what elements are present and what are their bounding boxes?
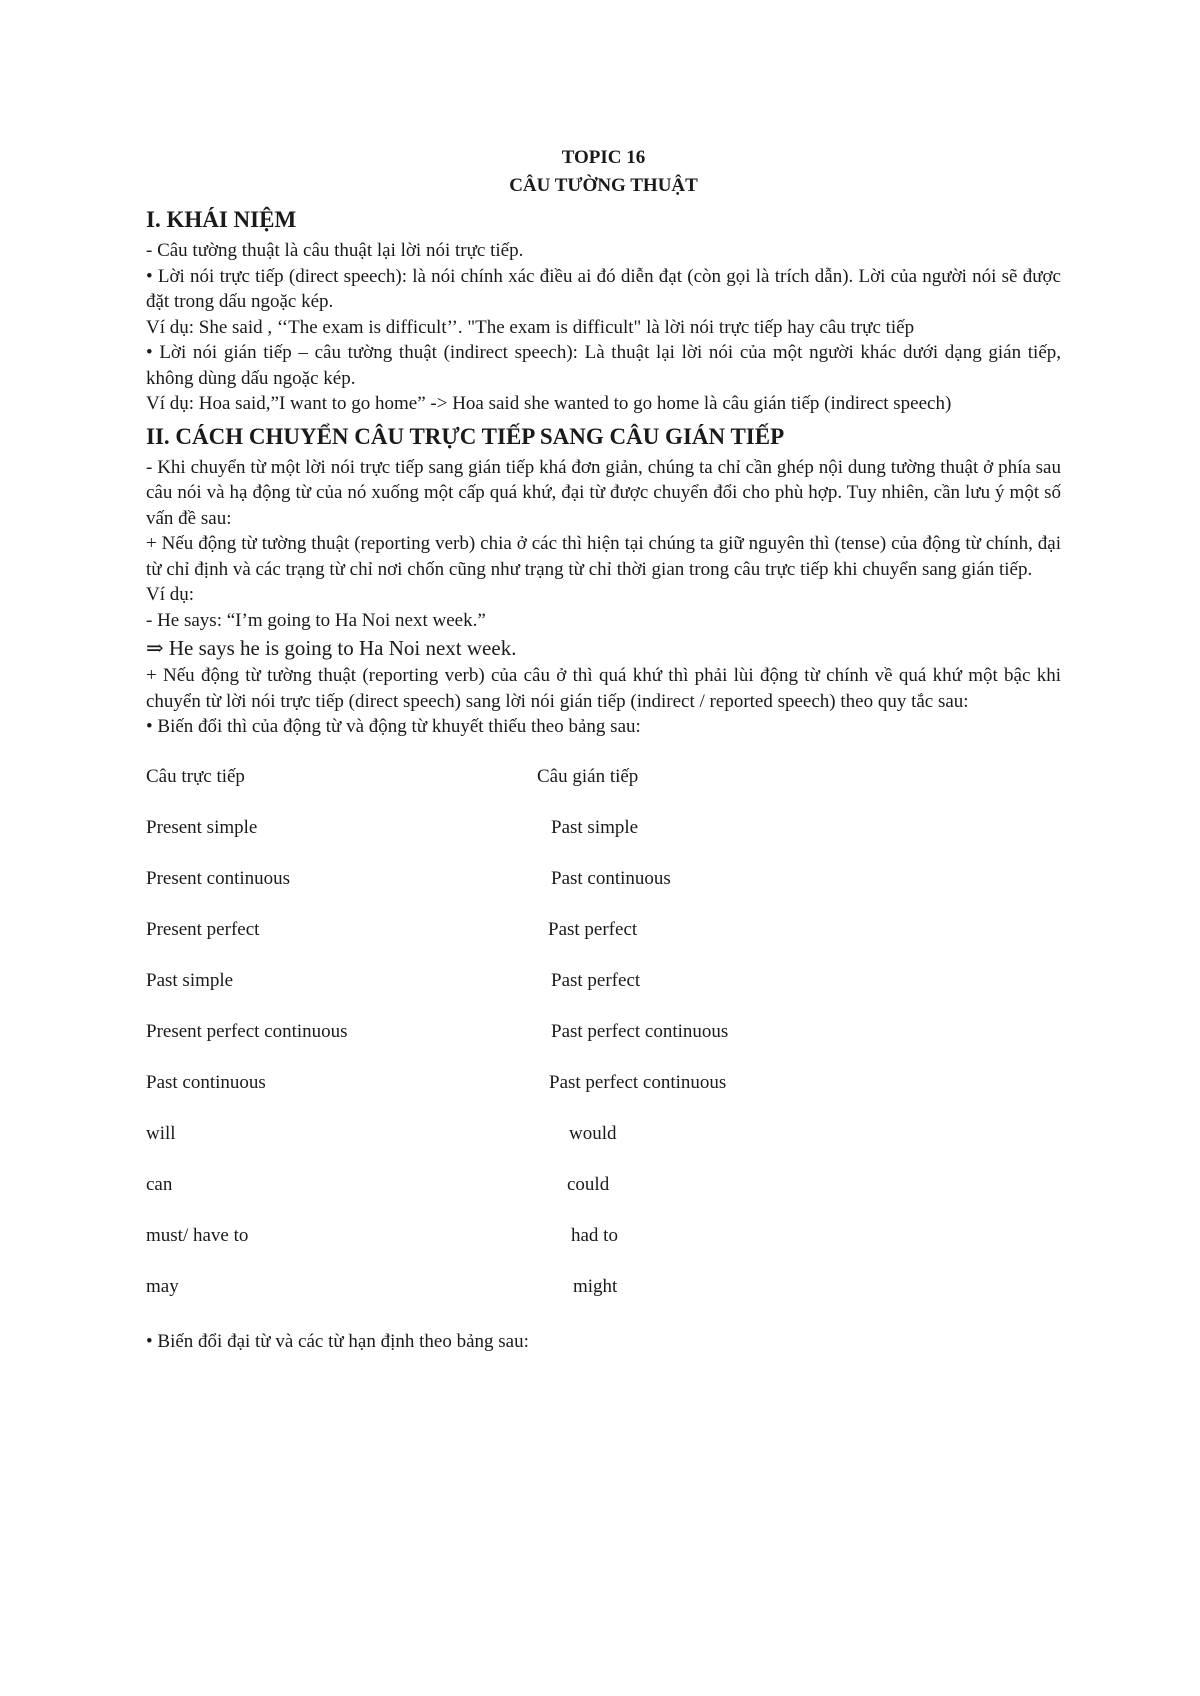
tense-conversion-table [146,764,1061,1325]
pronoun-table-intro: • Biến đổi đại từ và các từ hạn định theo bảng sau: [146,1330,529,1352]
topic-title: TOPIC 16 [561,147,646,168]
table-row [146,1223,1061,1274]
table-row [146,1070,1061,1121]
indirect-tense: Past perfect [551,969,641,991]
direct-modal: may [146,1275,179,1297]
indirect-speech-example: Ví dụ: Hoa said,”I want to go home” -> Hoa said she wanted to go home là câu gián tiếp (indirect speech) [146,393,952,414]
present-reporting-verb-rule: + Nếu động từ tường thuật (reporting verb) chia ở các thì hiện tại chúng ta giữ nguyên thì (tense) của động từ chính, đại từ chỉ định và các trạng từ chỉ nơi chốn cũng như trạng từ chỉ thời gian trong câu trực tiếp khi chuyển sang gián tiếp. [146,533,1061,580]
direct-tense: Present perfect continuous [146,1020,348,1042]
direct-tense: Present continuous [146,867,291,889]
indirect-modal: might [573,1275,618,1297]
direct-tense: Present simple [146,816,258,838]
indirect-tense: Past perfect [548,918,638,940]
table-row [146,1121,1061,1172]
tense-table-intro: • Biến đổi thì của động từ và động từ khuyết thiếu theo bảng sau: [146,716,641,737]
indirect-tense: Past continuous [551,867,671,889]
indirect-modal: had to [571,1224,618,1246]
direct-tense: Present perfect [146,918,260,940]
example-direct: - He says: “I’m going to Ha Noi next week.” [146,609,486,631]
indirect-tense: Past perfect continuous [549,1071,727,1093]
table-row [146,1274,1061,1325]
table-header-row [146,764,1061,815]
section-2-heading: II. CÁCH CHUYỂN CÂU TRỰC TIẾP SANG CÂU GIÁN TIẾP [146,423,785,449]
conversion-intro: - Khi chuyển từ một lời nói trực tiếp sang gián tiếp khá đơn giản, chúng ta chỉ cần ghép nội dung tường thuật ở phía sau câu nói và hạ động từ của nó xuống một cấp quá khứ, đại từ được chuyển đổi cho phù hợp. Tuy nhiên, cần lưu ý một số vấn đề sau: [146,456,1061,529]
direct-modal: must/ have to [146,1224,249,1246]
indirect-tense: Past perfect continuous [551,1020,729,1042]
direct-tense: Past simple [146,969,234,991]
indirect-modal: would [569,1122,617,1144]
direct-modal: will [146,1122,176,1144]
section-1-heading: I. KHÁI NIỆM [146,207,297,232]
document-title: CÂU TƯỜNG THUẬT [509,175,698,196]
example-label: Ví dụ: [146,584,195,605]
direct-modal: can [146,1173,173,1195]
header-indirect: Câu gián tiếp [537,765,639,787]
direct-speech-definition: • Lời nói trực tiếp (direct speech): là nói chính xác điều ai đó diễn đạt (còn gọi là trích dẫn). Lời của người nói sẽ được đặt trong dấu ngoặc kép. [146,265,1061,312]
document-content [146,144,1061,1354]
definition-line: - Câu tường thuật là câu thuật lại lời nói trực tiếp. [146,240,524,261]
table-row [146,815,1061,866]
table-row [146,917,1061,968]
table-row [146,968,1061,1019]
past-reporting-verb-rule: + Nếu động từ tường thuật (reporting verb) của câu ở thì quá khứ thì phải lùi động từ chính về quá khứ một bậc khi chuyển từ lời nói trực tiếp (direct speech) sang lời nói gián tiếp (indirect / reported speech) theo quy tắc sau: [146,665,1061,712]
indirect-speech-definition: • Lời nói gián tiếp – câu tường thuật (indirect speech): Là thuật lại lời nói của một người khác dưới dạng gián tiếp, không dùng dấu ngoặc kép. [146,342,1061,389]
indirect-tense: Past simple [551,816,639,838]
header-direct: Câu trực tiếp [146,765,245,787]
table-row [146,1172,1061,1223]
table-row [146,866,1061,917]
direct-speech-example: Ví dụ: She said , ‘‘The exam is difficult’’. "The exam is difficult" là lời nói trực tiếp hay câu trực tiếp [146,316,915,338]
indirect-modal: could [567,1173,610,1195]
table-row [146,1019,1061,1070]
example-result: ⇒ He says he is going to Ha Noi next week. [146,636,517,660]
direct-tense: Past continuous [146,1071,266,1093]
